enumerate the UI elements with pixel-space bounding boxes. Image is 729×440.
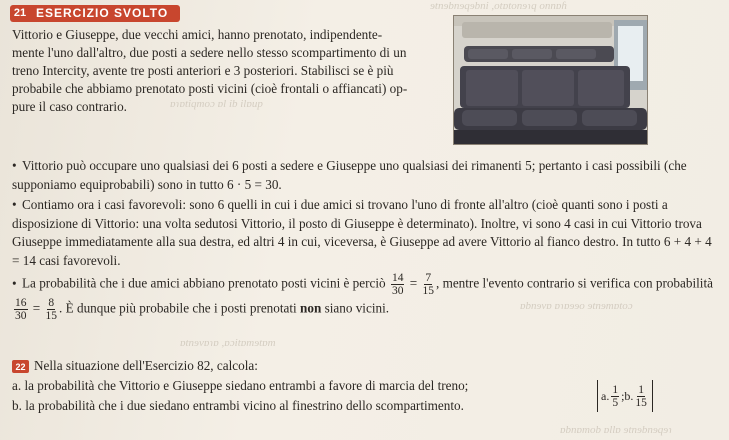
problem-line: mente l'uno dall'altro, due posti a sedere nello stesso scompartimento di un [12,45,407,60]
problem-line: pure il caso contrario. [12,99,127,114]
exercise-header-label: ESERCIZIO SVOLTO [30,5,180,22]
exercise-item-b: b. la probabilità che i due siedano entrambi vicino al finestrino dello scompartimento. [12,398,464,413]
exercise-header [10,4,180,22]
solution-paragraph: • La probabilità che i due amici abbiano prenotato posti vicini è perciò $\frac{14}{30}$ = $\frac{7}{15}$ , mentre l'evento contrario si verifica con probabilità $\frac{16}{30}$ = $\frac{8}{15}$ . È dunque più probabile che i posti prenotati non siano vicini. [12,272,713,322]
problem-statement [12,26,448,116]
solution-text: , mentre l'evento contrario si verifica con probabilità [435,275,713,291]
solution-text: Contiamo ora i casi favorevoli: sono 6 quelli in cui i due amici si trovano l'uno di fronte all'altro (cioè quanti sono i posti a disposizione di Vittorio: una volta sedutosi Vittorio, il posto di Giuseppe è determinato). Inoltre, vi sono 4 casi in cui Vittorio trova Giuseppe immediatamente alla sua destra, ed altri 4 in cui, viceversa, è Giuseppe ad avere Vittorio al fianco destro. In tutto [12,197,702,249]
bullet-icon: • [12,275,17,291]
solution-text: Vittorio può occupare uno qualsiasi dei 6 posti a sedere e Giuseppe uno qualsiasi dei rimanenti 5; pertanto i casi possibili (che supponiamo equiprobabili) sono in tutto [12,158,687,192]
solution-paragraph [12,157,722,194]
solution-text: siano vicini. [321,300,390,316]
bullet-icon: • [12,197,17,212]
solution-paragraph [12,196,722,270]
bleed-through-text: ɒtnɘvɒɿɒ ,ɒɔitɒmɘtɒm [180,337,276,349]
exercise-badge: 21 [10,5,30,22]
exercise-number: 22 [12,360,29,373]
fraction: $\frac{16}{30}$ [15,297,27,322]
train-compartment-photo [453,15,648,145]
answer-fraction: $\frac{1}{5}$ [612,383,619,409]
solution-text: La probabilità che i due amici abbiano prenotato posti vicini è perciò [22,275,389,291]
answer-fraction: $\frac{1}{15}$ [635,383,647,409]
bleed-through-text: ɘtnɘbnɘqɘbni ,otɒtonɘɿq onnɒɦ [430,0,567,12]
emphasis: non [300,300,322,316]
solution [12,157,722,324]
fraction: $\frac{8}{15}$ [45,297,58,322]
exercise-intro [12,356,722,376]
bleed-through-text: ɒɿɒtiqmoɔ ɒl ib ilɒup [170,98,263,110]
bullet-icon: • [12,158,17,173]
solution-text: casi favorevoli. [35,252,121,268]
solution-text: . È dunque più probabile che i posti prenotati [59,300,301,316]
exercise-intro-text: Nella situazione dell'Esercizio 82, calcola: [34,358,258,373]
exercise-item-a: a. la probabilità che Vittorio e Giuseppe siedano entrambi a favore di marcia del treno; [12,378,469,393]
problem-line: treno Intercity, avente tre posti anteriori e 3 posteriori. Stabilisci se è più [12,63,394,78]
formula: 6 · 5 = 30. [227,176,282,192]
answer-box: a. $\frac{1}{5}$ ; b. $\frac{1}{15}$ [597,380,653,412]
bleed-through-text: ɒbnɘvɒ ɒɿɒɘɘo ɘtnɘmɒtoɔ [520,300,633,312]
fraction: $\frac{7}{15}$ [422,272,434,297]
fraction: $\frac{14}{30}$ [391,272,404,297]
formula: 6 + 4 + 4 = 14 [12,234,712,268]
problem-line: Vittorio e Giuseppe, due vecchi amici, hanno prenotato, indipendente- [12,27,383,42]
bleed-through-text: ɒbnɒmob ɒllɒ ɘtnɘbnɘqɘɿ [560,424,673,436]
problem-line: probabile che abbiamo prenotato posti vicini (cioè frontali o affiancati) op- [12,81,408,96]
